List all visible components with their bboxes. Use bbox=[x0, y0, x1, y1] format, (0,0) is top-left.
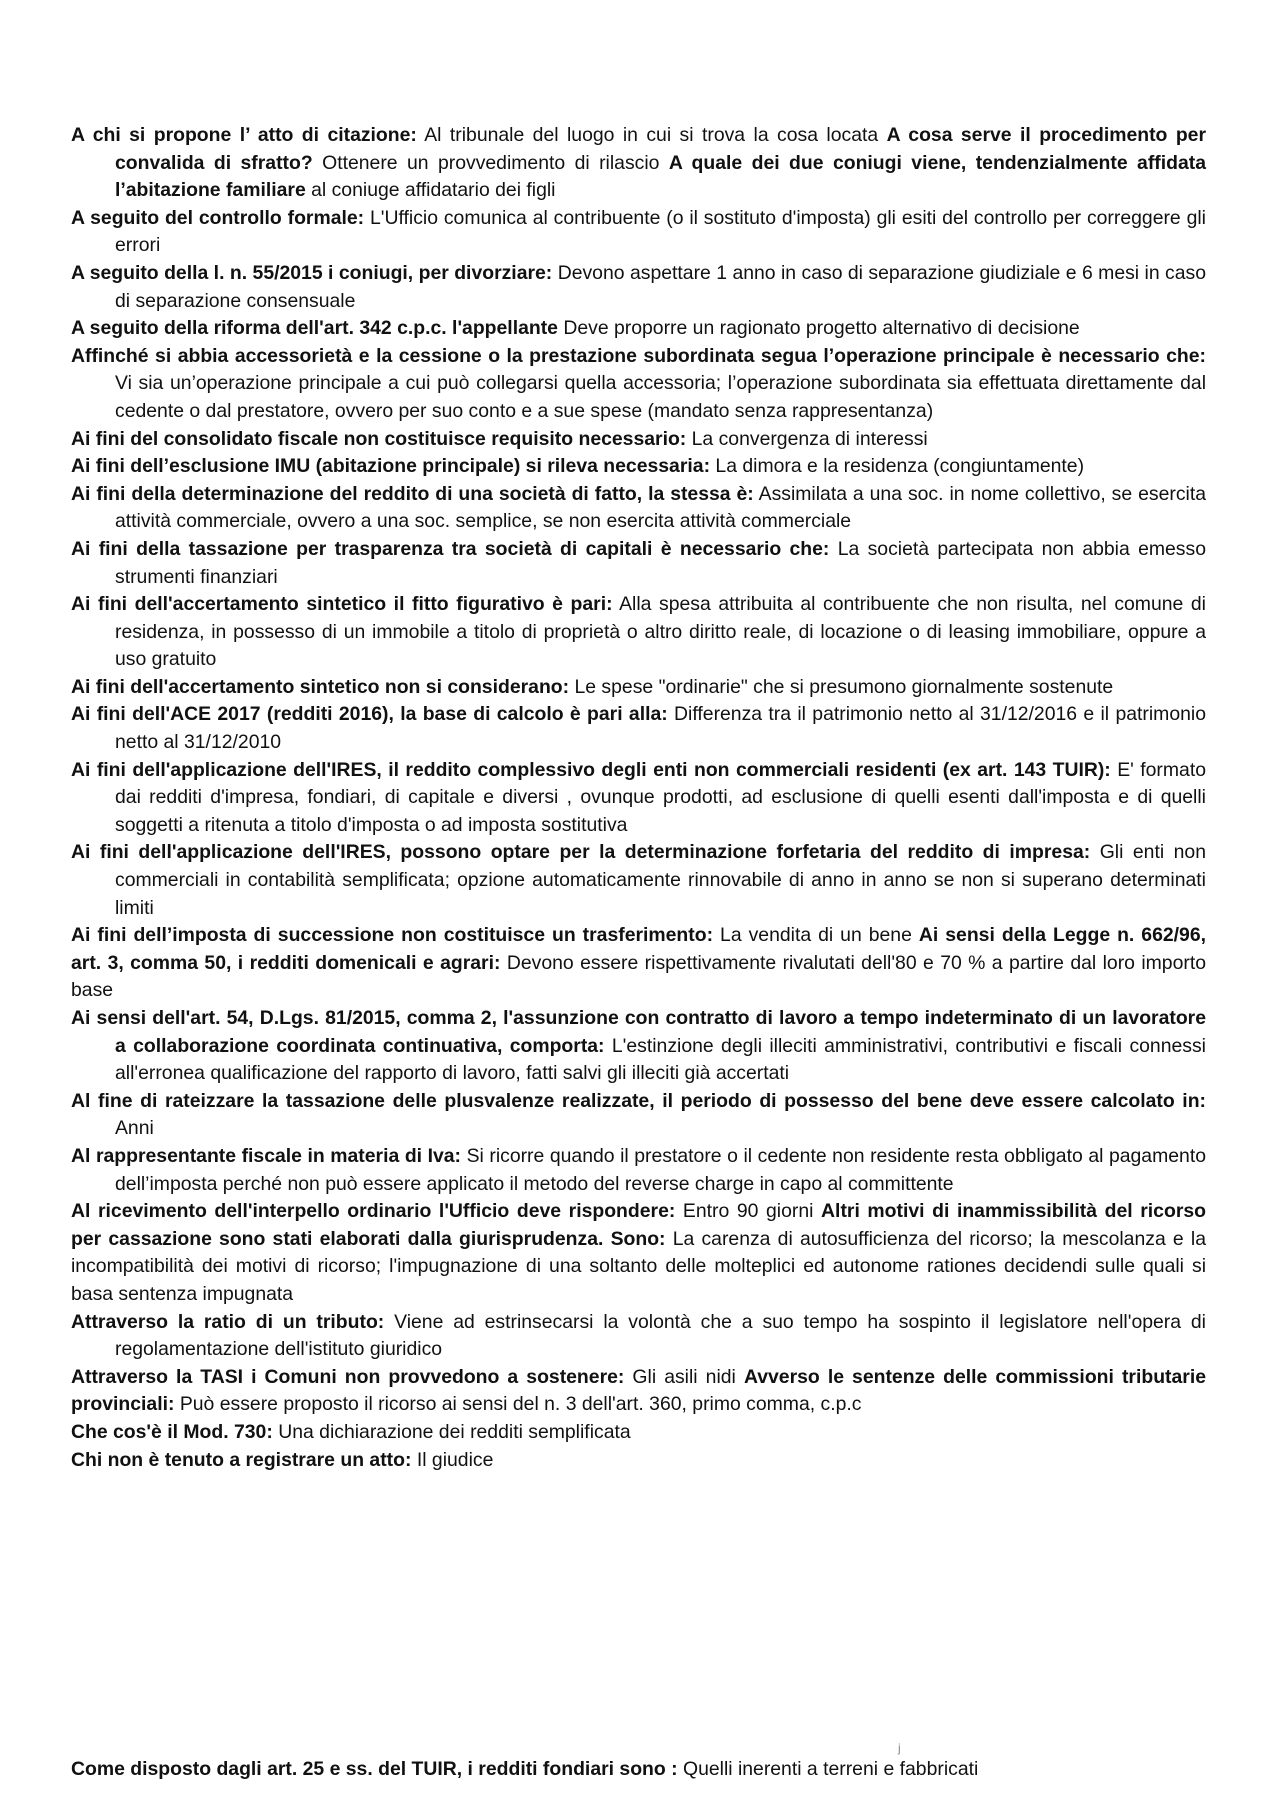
question-text: A seguito del controllo formale: bbox=[71, 206, 365, 229]
answer-text: La convergenza di interessi bbox=[686, 427, 928, 450]
answer-text: La società partecipata non abbia emesso strumenti finanziari bbox=[115, 537, 1206, 588]
answer-text: Una dichiarazione dei redditi semplificata bbox=[272, 1420, 631, 1443]
answer-text: Può essere proposto il ricorso ai sensi del n. 3 dell'art. 360, primo comma, c.p.c bbox=[174, 1393, 862, 1416]
question-text: Ai fini dell'accertamento sintetico il fitto figurativo è pari: bbox=[71, 593, 613, 616]
qa-entry bbox=[71, 674, 1206, 702]
answer-text: al coniuge affidatario dei figli bbox=[305, 179, 556, 202]
answer-text: Deve proporre un ragionato progetto alternativo di decisione bbox=[557, 317, 1080, 340]
question-text: A chi si propone l’ atto di citazione: bbox=[71, 124, 417, 146]
answer-text: Si ricorre quando il prestatore o il cedente non residente resta obbligato al pagamento dell’imposta perché non può essere applicato il metodo del reverse charge in capo al committente bbox=[115, 1144, 1206, 1195]
answer-text: L'Ufficio comunica al contribuente (o il sostituto d'imposta) gli esiti del controllo per correggere gli errori bbox=[115, 206, 1206, 257]
answer-text: Il giudice bbox=[411, 1448, 494, 1471]
answer-text: Devono essere rispettivamente rivalutati dell'80 e 70 % a partire dal loro importo base bbox=[71, 951, 1207, 1002]
question-text: Chi non è tenuto a registrare un atto: bbox=[71, 1448, 412, 1471]
qa-entry bbox=[71, 1364, 1206, 1419]
footer-entry bbox=[71, 1756, 1206, 1784]
answer-text: L'estinzione degli illeciti amministrativi, contributivi e fiscali connessi all'erronea qualificazione del rapporto di lavoro, fatti salvi gli illeciti già accertati bbox=[115, 1034, 1206, 1085]
question-text: A quale dei due coniugi viene, tendenzialmente affidata l’abitazione familiare bbox=[115, 151, 1206, 202]
question-text: A seguito della l. n. 55/2015 i coniugi, per divorziare: bbox=[71, 261, 553, 284]
qa-entry bbox=[71, 205, 1206, 260]
question-text: Affinché si abbia accessorietà e la cessione o la prestazione subordinata segua l’operazione principale è necessario che: bbox=[71, 344, 1206, 367]
answer-text: Al tribunale del luogo in cui si trova la cosa locata bbox=[416, 124, 887, 146]
qa-entry bbox=[71, 453, 1206, 481]
qa-entry bbox=[71, 1198, 1206, 1308]
qa-entry bbox=[71, 122, 1206, 205]
question-text: Attraverso la TASI i Comuni non provvedono a sostenere: bbox=[71, 1365, 625, 1388]
answer-text: E' formato dai redditi d'impresa, fondiari, di capitale e diversi , ovunque prodotti, ad esclusione di quelli esenti dall'imposta e di quelli soggetti a ritenuta a titolo d'imposta o ad imposta sostitutiva bbox=[115, 758, 1206, 836]
qa-entry bbox=[71, 343, 1206, 426]
qa-entry bbox=[71, 591, 1206, 674]
question-text: Ai fini dell'accertamento sintetico non si considerano: bbox=[71, 675, 570, 698]
qa-entry bbox=[71, 536, 1206, 591]
question-text: Ai fini dell'applicazione dell'IRES, il reddito complessivo degli enti non commerciali residenti (ex art. 143 TUIR): bbox=[71, 758, 1111, 781]
qa-entry bbox=[71, 1419, 1206, 1447]
answer-text: Viene ad estrinsecarsi la volontà che a suo tempo ha sospinto il legislatore nell'opera di regolamentazione dell'istituto giuridico bbox=[115, 1310, 1206, 1361]
answer-text: Alla spesa attribuita al contribuente che non risulta, nel comune di residenza, in possesso di un immobile a titolo di proprietà o altro diritto reale, di locazione o di leasing immobiliare, oppure a uso gratuito bbox=[115, 593, 1206, 671]
qa-entry bbox=[71, 315, 1206, 343]
answer-text: Vi sia un’operazione principale a cui può collegarsi quella accessoria; l’operazione subordinata sia effettuata direttamente dal cedente o dal prestatore, ovvero per suo conto e a sue spese (mandato senza rappresentanza) bbox=[115, 372, 1206, 422]
answer-text: Gli asili nidi bbox=[624, 1365, 744, 1388]
qa-entry bbox=[71, 1447, 1206, 1475]
question-text: Avverso le sentenze delle commissioni tributarie provinciali: bbox=[71, 1365, 1207, 1416]
document-body bbox=[71, 122, 1206, 1474]
question-text: Ai fini dell’esclusione IMU (abitazione principale) si rileva necessaria: bbox=[71, 455, 711, 478]
page-mark: j bbox=[898, 1741, 901, 1755]
question-text: Ai sensi dell'art. 54, D.Lgs. 81/2015, comma 2, l'assunzione con contratto di lavoro a tempo indeterminato di un lavoratore a collaborazione coordinata continuativa, comporta: bbox=[71, 1007, 1206, 1057]
answer-text: Le spese "ordinarie" che si presumono giornalmente sostenute bbox=[569, 675, 1114, 698]
question-text: Altri motivi di inammissibilità del ricorso per cassazione sono stati elaborati dalla giurisprudenza. Sono: bbox=[71, 1200, 1206, 1250]
question-text: Che cos'è il Mod. 730: bbox=[71, 1420, 273, 1443]
qa-entry bbox=[71, 1143, 1206, 1198]
answer-text: Assimilata a una soc. in nome collettivo, se esercita attività commerciale, ovvero a una soc. semplice, se non esercita attività commerciale bbox=[115, 482, 1206, 533]
question-text: Attraverso la ratio di un tributo: bbox=[71, 1310, 385, 1333]
question-text: Ai fini dell'ACE 2017 (redditi 2016), la base di calcolo è pari alla: bbox=[71, 703, 668, 726]
answer-text: Devono aspettare 1 anno in caso di separazione giudiziale e 6 mesi in caso di separazione consensuale bbox=[115, 261, 1206, 312]
qa-entry bbox=[71, 481, 1206, 536]
question-text: Al fine di rateizzare la tassazione delle plusvalenze realizzate, il periodo di possesso del bene deve essere calcolato in: bbox=[71, 1089, 1206, 1112]
question-text: Al rappresentante fiscale in materia di Iva: bbox=[71, 1144, 462, 1167]
question-text: Ai fini della determinazione del reddito di una società di fatto, la stessa è: bbox=[71, 482, 754, 505]
answer-text: Gli enti non commerciali in contabilità semplificata; opzione automaticamente rinnovabile di anno in anno se non si superano determinati limiti bbox=[115, 841, 1206, 919]
answer-text: La vendita di un bene bbox=[713, 924, 919, 947]
answer-text: Entro 90 giorni bbox=[675, 1200, 822, 1223]
qa-entry bbox=[71, 260, 1206, 315]
answer-text: La carenza di autosufficienza del ricorso; la mescolanza e la incompatibilità dei motivi di ricorso; l'impugnazione di una soltanto delle molteplici ed autonome rationes decidendi sulle quali si basa sentenza impugnata bbox=[71, 1227, 1206, 1305]
qa-entry bbox=[71, 1309, 1206, 1364]
qa-entry bbox=[71, 426, 1206, 454]
question-text: Ai fini dell’imposta di successione non costituisce un trasferimento: bbox=[71, 924, 714, 947]
footer-answer: Quelli inerenti a terreni e fabbricati bbox=[677, 1758, 979, 1780]
qa-entry bbox=[71, 701, 1206, 756]
question-text: Ai fini dell'applicazione dell'IRES, possono optare per la determinazione forfetaria del reddito di impresa: bbox=[71, 841, 1091, 864]
qa-entry bbox=[71, 839, 1206, 922]
footer-question: Come disposto dagli art. 25 e ss. del TUIR, i redditi fondiari sono : bbox=[71, 1758, 678, 1780]
answer-text: Differenza tra il patrimonio netto al 31/12/2016 e il patrimonio netto al 31/12/2010 bbox=[115, 703, 1206, 754]
answer-text: Anni bbox=[115, 1117, 154, 1140]
qa-entry bbox=[71, 922, 1206, 1005]
question-text: Ai sensi della Legge n. 662/96, art. 3, comma 50, i redditi domenicali e agrari: bbox=[71, 924, 1207, 974]
question-text: Ai fini della tassazione per trasparenza tra società di capitali è necessario che: bbox=[71, 537, 830, 560]
answer-text: La dimora e la residenza (congiuntamente) bbox=[710, 455, 1085, 478]
answer-text: Ottenere un provvedimento di rilascio bbox=[312, 151, 669, 174]
question-text: A cosa serve il procedimento per convalida di sfratto? bbox=[115, 124, 1206, 174]
question-text: Ai fini del consolidato fiscale non costituisce requisito necessario: bbox=[71, 427, 687, 450]
question-text: A seguito della riforma dell'art. 342 c.p.c. l'appellante bbox=[71, 317, 558, 340]
qa-entry bbox=[71, 757, 1206, 840]
qa-entry bbox=[71, 1005, 1206, 1088]
qa-entry bbox=[71, 1088, 1206, 1143]
question-text: Al ricevimento dell'interpello ordinario l'Ufficio deve rispondere: bbox=[71, 1200, 676, 1223]
